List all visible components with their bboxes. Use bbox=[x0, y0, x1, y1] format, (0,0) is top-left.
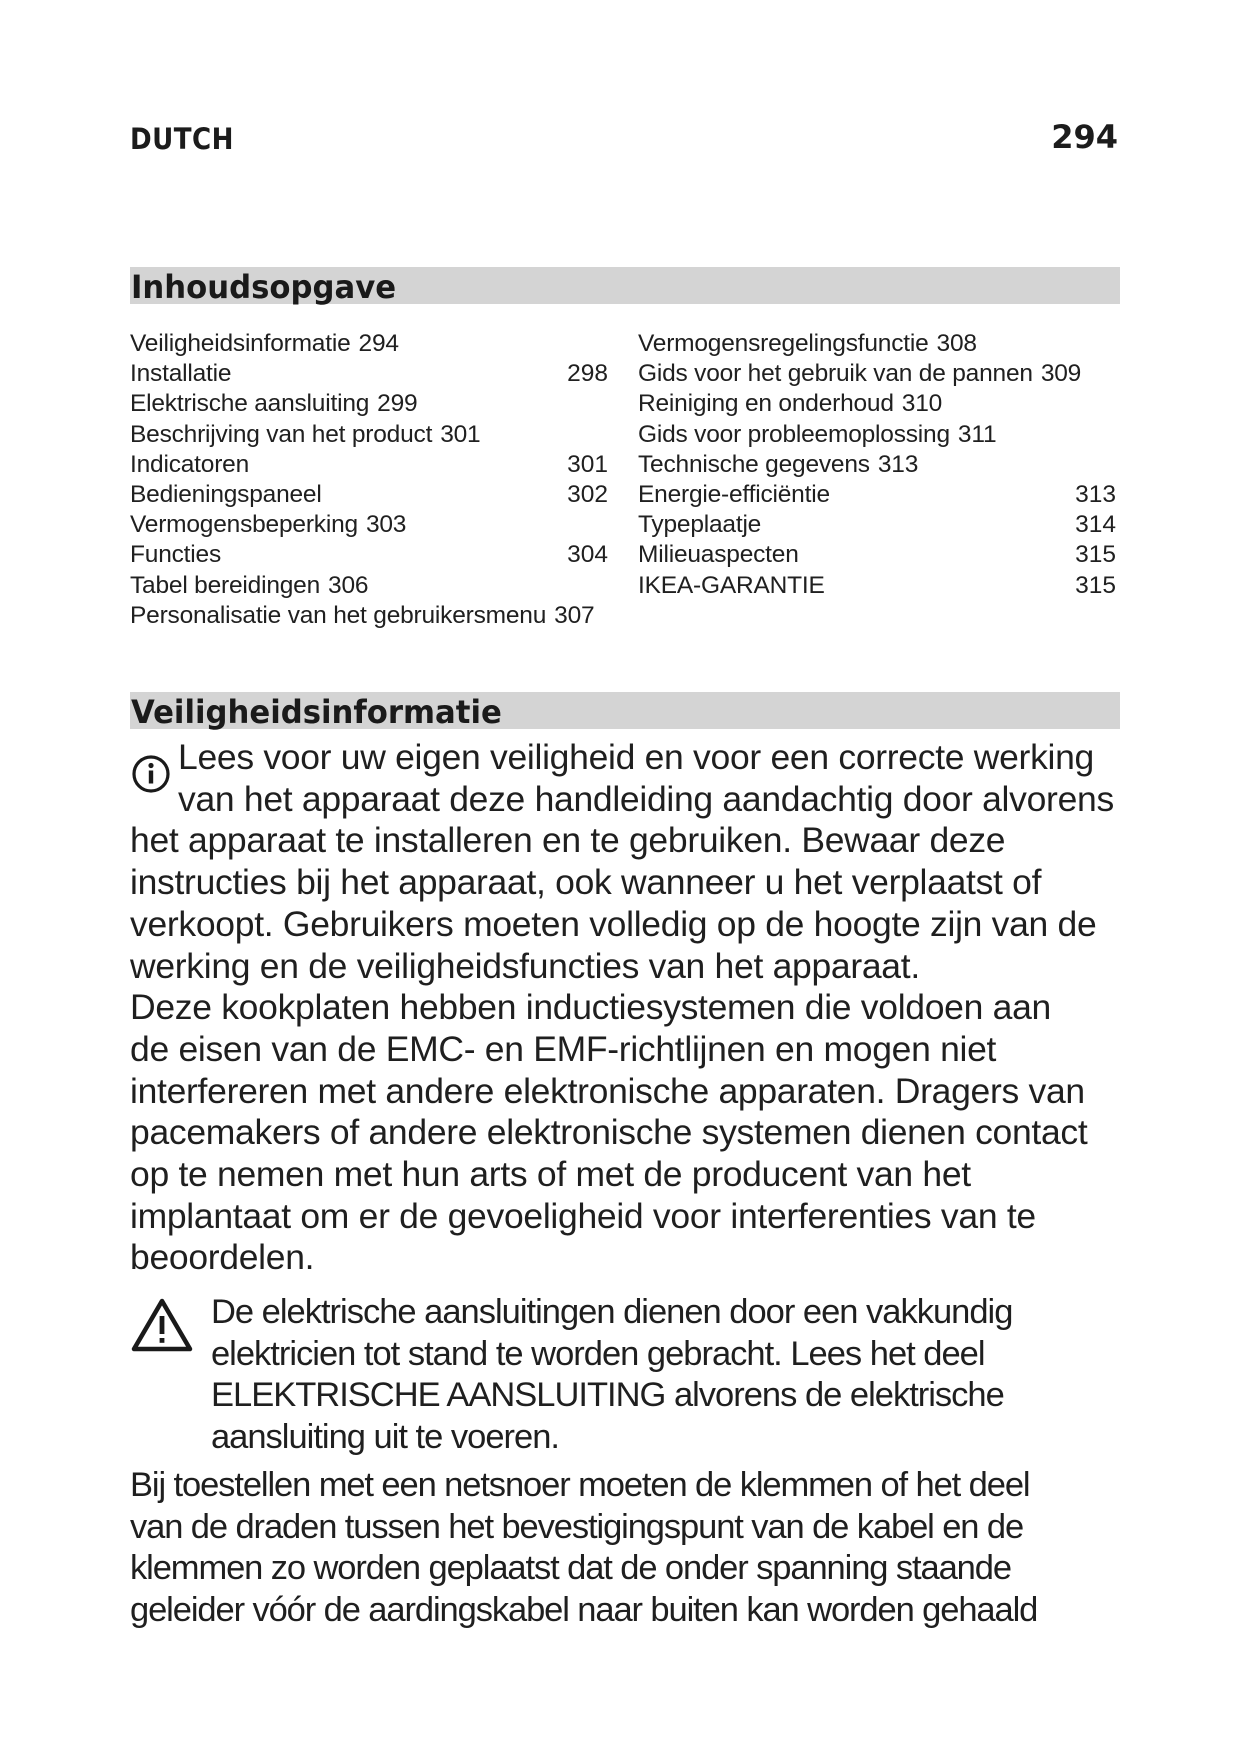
toc-entry-page: 314 bbox=[1075, 511, 1116, 539]
toc-entry-title-text: Vermogensbeperking bbox=[130, 511, 358, 539]
toc-entry bbox=[638, 330, 1116, 360]
toc-entry-title: Functies bbox=[130, 541, 221, 569]
toc-entry bbox=[130, 541, 608, 571]
toc-entry-page: 308 bbox=[936, 330, 977, 357]
toc-entry-title-text: Gids voor het gebruik van de pannen bbox=[638, 360, 1033, 388]
warning-line: De elektrische aansluitingen dienen door een vakkundig bbox=[211, 1293, 1013, 1331]
toc-entry-title-text: Veiligheidsinformatie bbox=[130, 330, 351, 357]
safety-closing bbox=[130, 1465, 1120, 1631]
toc-entry-page: 306 bbox=[328, 571, 369, 599]
toc-entry-title bbox=[638, 421, 996, 449]
warning-line: elektricien tot stand te worden gebracht. Lees het deel bbox=[211, 1334, 985, 1373]
intro-line: werking en de veiligheidsfuncties van het apparaat. bbox=[130, 945, 920, 986]
closing-line: klemmen zo worden geplaatst dat de onder spanning staande bbox=[130, 1549, 1011, 1587]
toc-entry-page: 309 bbox=[1040, 360, 1082, 388]
toc-entry-title bbox=[130, 511, 406, 539]
closing-line: geleider vóór de aardingskabel naar buiten kan worden gehaald bbox=[130, 1590, 1038, 1629]
intro-line: implantaat om er de gevoeligheid voor interferenties van te bbox=[130, 1195, 1036, 1236]
toc-entry-page: 315 bbox=[1075, 541, 1116, 569]
toc-entry-page: 304 bbox=[567, 541, 608, 569]
toc-entry-page: 298 bbox=[567, 360, 608, 388]
toc-entry-title bbox=[130, 602, 594, 630]
toc-entry bbox=[130, 572, 608, 602]
safety-intro bbox=[130, 737, 1120, 1279]
toc-entry bbox=[130, 451, 608, 481]
toc-entry-page: 311 bbox=[957, 420, 997, 448]
toc-entry-page: 313 bbox=[877, 450, 919, 478]
toc-entry-page: 301 bbox=[567, 450, 608, 478]
warning-block bbox=[130, 1292, 1120, 1458]
intro-line: op te nemen met hun arts of met de producent van het bbox=[130, 1154, 971, 1195]
toc-entry-title: IKEA-GARANTIE bbox=[638, 571, 825, 599]
toc-entry-title-text: Reiniging en onderhoud bbox=[638, 390, 894, 418]
toc-entry bbox=[638, 511, 1116, 541]
language-label: DUTCH bbox=[130, 122, 234, 156]
toc-entry bbox=[130, 511, 608, 541]
toc-entry bbox=[638, 451, 1116, 481]
toc-entry-page: 299 bbox=[377, 390, 418, 418]
toc-entry-title bbox=[130, 330, 399, 358]
toc-entry bbox=[638, 572, 1116, 602]
toc-entry-title: Milieuaspecten bbox=[638, 541, 799, 569]
toc-entry-page: 310 bbox=[901, 390, 943, 418]
toc-entry-title-text: Beschrijving van het product bbox=[130, 420, 433, 448]
toc-entry-title bbox=[638, 390, 942, 418]
toc-entry bbox=[130, 330, 608, 360]
toc-entry-page: 307 bbox=[554, 601, 595, 629]
toc-entry-title bbox=[638, 330, 977, 358]
toc-entry-title-text: Technische gegevens bbox=[638, 450, 870, 478]
toc-entry bbox=[638, 390, 1116, 420]
toc-entry bbox=[130, 602, 608, 632]
intro-line: interfereren met andere elektronische apparaten. Dragers van bbox=[130, 1070, 1085, 1111]
toc-heading-bar bbox=[130, 267, 1120, 304]
toc-entry bbox=[638, 421, 1116, 451]
toc-left-column bbox=[130, 330, 608, 632]
safety-title: Veiligheidsinformatie bbox=[131, 693, 502, 731]
toc-entry-title: Indicatoren bbox=[130, 450, 250, 478]
warning-line: ELEKTRISCHE AANSLUITING alvorens de elektrische bbox=[211, 1376, 1004, 1414]
intro-line: verkoopt. Gebruikers moeten volledig op de hoogte zijn van de bbox=[130, 903, 1097, 944]
page-header bbox=[130, 118, 1120, 158]
toc-entry-title: Bedieningspaneel bbox=[130, 480, 322, 508]
toc-entry-page: 315 bbox=[1075, 571, 1116, 599]
toc-entry-title: Installatie bbox=[130, 360, 232, 388]
page-number: 294 bbox=[1051, 118, 1118, 156]
toc-entry bbox=[130, 360, 608, 390]
toc-entry-title: Typeplaatje bbox=[638, 511, 762, 539]
toc-entry-title-text: Vermogensregelingsfunctie bbox=[638, 330, 929, 357]
toc-entry-page: 313 bbox=[1075, 480, 1116, 508]
intro-line: beoordelen. bbox=[130, 1237, 315, 1278]
closing-line: van de draden tussen het bevestigingspunt van de kabel en de bbox=[130, 1507, 1024, 1546]
toc-entry bbox=[130, 481, 608, 511]
toc-entry bbox=[130, 421, 608, 451]
toc-entry-title bbox=[638, 451, 918, 479]
intro-line: pacemakers of andere elektronische systemen dienen contact bbox=[130, 1112, 1088, 1153]
toc-title: Inhoudsopgave bbox=[131, 268, 397, 306]
intro-line: van het apparaat deze handleiding aandachtig door alvorens bbox=[178, 778, 1114, 819]
toc-entry-page: 294 bbox=[358, 330, 399, 357]
toc-entry-page: 302 bbox=[567, 480, 608, 508]
toc-entry-title-text: Gids voor probleemoplossing bbox=[638, 420, 950, 448]
intro-line: de eisen van de EMC- en EMF-richtlijnen en mogen niet bbox=[130, 1028, 997, 1069]
toc-entry-page: 301 bbox=[440, 420, 481, 448]
toc-entry bbox=[638, 541, 1116, 571]
intro-line: het apparaat te installeren en te gebruiken. Bewaar deze bbox=[130, 820, 1006, 861]
intro-line: instructies bij het apparaat, ook wanneer u het verplaatst of bbox=[130, 862, 1042, 903]
closing-line: Bij toestellen met een netsnoer moeten de klemmen of het deel bbox=[130, 1466, 1030, 1504]
toc-entry bbox=[638, 481, 1116, 511]
warning-line: aansluiting uit te voeren. bbox=[211, 1417, 559, 1456]
toc-entry-title bbox=[130, 421, 480, 449]
toc-entry bbox=[130, 390, 608, 420]
intro-line: Lees voor uw eigen veiligheid en voor een correcte werking bbox=[178, 737, 1095, 777]
toc-entry-title-text: Personalisatie van het gebruikersmenu bbox=[130, 601, 547, 629]
toc-entry-title bbox=[130, 390, 417, 418]
toc-entry-title bbox=[130, 572, 368, 600]
toc-entry bbox=[638, 360, 1116, 390]
toc-entry-title-text: Elektrische aansluiting bbox=[130, 390, 370, 418]
toc-right-column bbox=[638, 330, 1116, 602]
toc-entry-title-text: Tabel bereidingen bbox=[130, 571, 321, 599]
toc-entry-title bbox=[638, 360, 1081, 388]
safety-heading-bar bbox=[130, 692, 1120, 729]
toc-entry-page: 303 bbox=[365, 511, 407, 539]
toc-entry-title: Energie-efficiëntie bbox=[638, 480, 830, 508]
intro-line: Deze kookplaten hebben inductiesystemen die voldoen aan bbox=[130, 987, 1051, 1028]
